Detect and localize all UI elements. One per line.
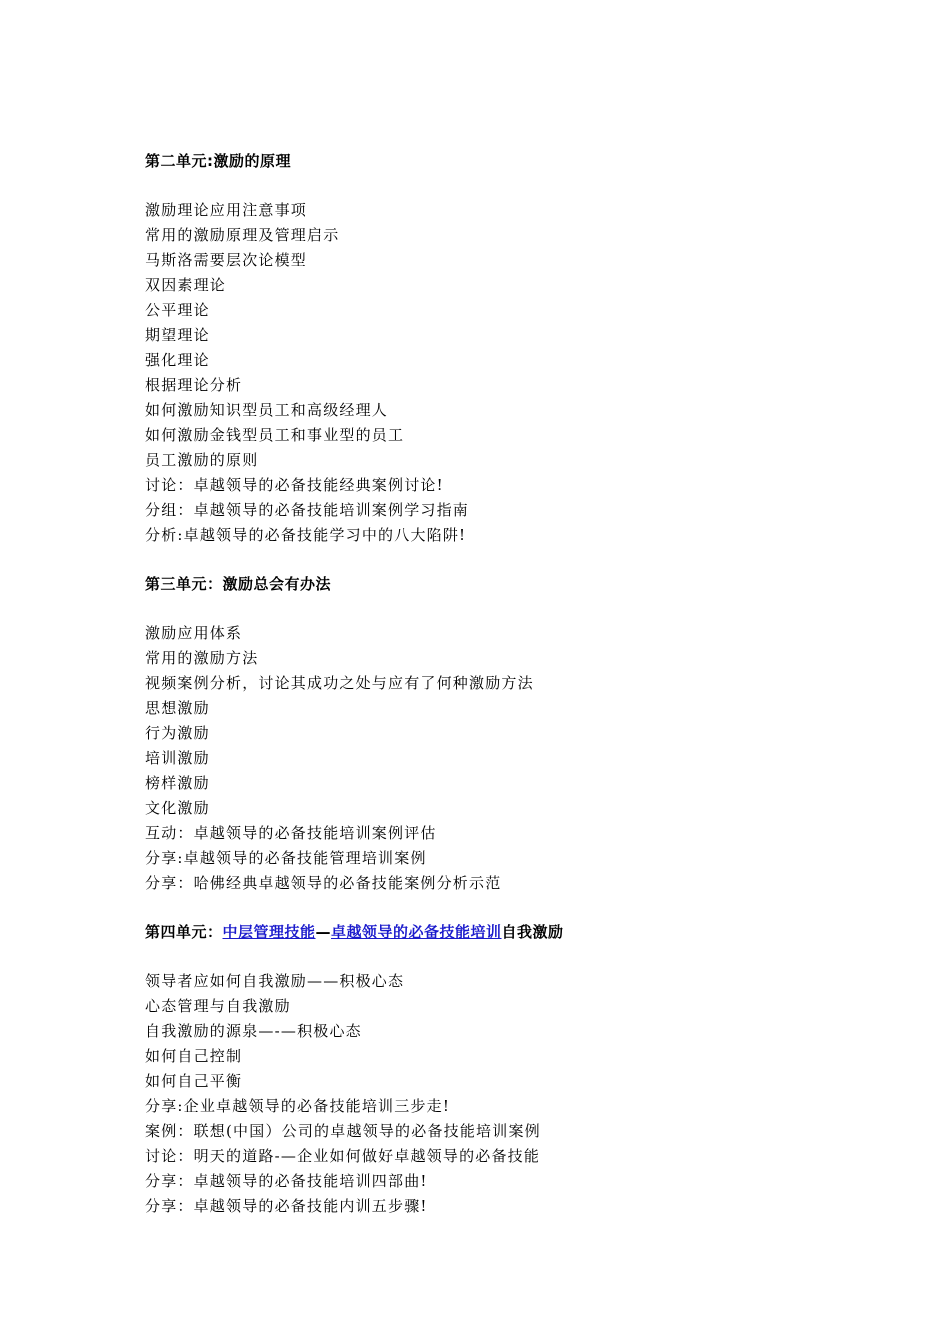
list-item: 分享：哈佛经典卓越领导的必备技能案例分析示范: [145, 874, 502, 892]
list-item: 期望理论: [145, 326, 210, 344]
section-item-list: [145, 198, 865, 548]
section-item-list: [145, 969, 865, 1219]
list-item: 分享：卓越领导的必备技能培训四部曲!: [145, 1172, 428, 1190]
list-item: 行为激励: [145, 724, 210, 742]
list-item: 常用的激励原理及管理启示: [145, 226, 340, 244]
list-item: 分析:卓越领导的必备技能学习中的八大陷阱!: [145, 526, 467, 544]
section-heading: 第二单元:激励的原理: [145, 152, 291, 170]
list-item: 领导者应如何自我激励——积极心态: [145, 972, 405, 990]
list-item: 榜样激励: [145, 774, 210, 792]
list-item: 强化理论: [145, 351, 210, 369]
list-item: 激励应用体系: [145, 624, 243, 642]
section-unit-3: [145, 572, 865, 896]
heading-separator: —: [315, 923, 332, 941]
document-content: [145, 149, 865, 1243]
list-item: 根据理论分析: [145, 376, 243, 394]
leadership-skills-training-link[interactable]: 卓越领导的必备技能培训: [331, 923, 502, 941]
list-item: 如何自己控制: [145, 1047, 243, 1065]
section-unit-2: [145, 149, 865, 548]
section-heading: [145, 920, 865, 945]
list-item: 视频案例分析，讨论其成功之处与应有了何种激励方法: [145, 674, 534, 692]
list-item: 常用的激励方法: [145, 649, 259, 667]
list-item: 分组：卓越领导的必备技能培训案例学习指南: [145, 501, 470, 519]
list-item: 分享:企业卓越领导的必备技能培训三步走!: [145, 1097, 451, 1115]
list-item: 互动：卓越领导的必备技能培训案例评估: [145, 824, 437, 842]
list-item: 如何激励知识型员工和高级经理人: [145, 401, 389, 419]
list-item: 心态管理与自我激励: [145, 997, 291, 1015]
list-item: 讨论：卓越领导的必备技能经典案例讨论!: [145, 476, 444, 494]
section-heading: 第三单元：激励总会有办法: [145, 575, 332, 593]
list-item: 文化激励: [145, 799, 210, 817]
section-item-list: [145, 621, 865, 896]
list-item: 马斯洛需要层次论模型: [145, 251, 308, 269]
list-item: 培训激励: [145, 749, 210, 767]
section-unit-4: [145, 920, 865, 1219]
list-item: 员工激励的原则: [145, 451, 259, 469]
list-item: 如何自己平衡: [145, 1072, 243, 1090]
list-item: 激励理论应用注意事项: [145, 201, 308, 219]
list-item: 思想激励: [145, 699, 210, 717]
list-item: 分享：卓越领导的必备技能内训五步骤!: [145, 1197, 428, 1215]
middle-management-skills-link[interactable]: 中层管理技能: [222, 923, 316, 941]
heading-prefix: 第四单元：: [145, 923, 223, 941]
list-item: 双因素理论: [145, 276, 227, 294]
list-item: 公平理论: [145, 301, 210, 319]
list-item: 分享:卓越领导的必备技能管理培训案例: [145, 849, 427, 867]
list-item: 如何激励金钱型员工和事业型的员工: [145, 426, 405, 444]
list-item: 案例：联想(中国）公司的卓越领导的必备技能培训案例: [145, 1122, 541, 1140]
heading-suffix: 自我激励: [501, 923, 564, 941]
list-item: 讨论：明天的道路-—企业如何做好卓越领导的必备技能: [145, 1147, 541, 1165]
list-item: 自我激励的源泉—-—积极心态: [145, 1022, 362, 1040]
